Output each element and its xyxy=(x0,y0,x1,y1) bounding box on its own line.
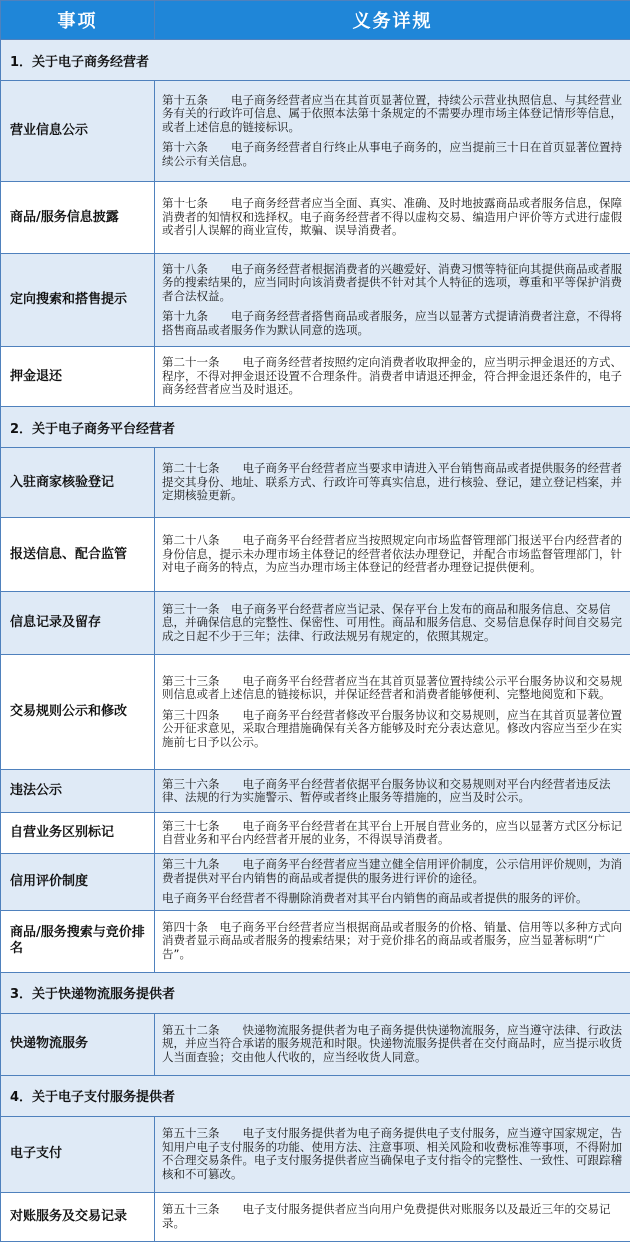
header-col-detail: 义务详规 xyxy=(155,1,630,40)
item-name: 违法公示 xyxy=(1,770,155,813)
detail-paragraph: 第五十三条 电子支付服务提供者为电子商务提供电子支付服务，应当遵守国家规定，告知用户电子支付服务的功能、使用方法、注意事项、相关风险和收费标准等事项，不得附加不合理交易条件。电子支付服务提供者应当确保电子支付指令的完整性、一致性、可跟踪稽核和不可篡改。 xyxy=(162,1126,622,1181)
item-detail xyxy=(155,1116,630,1192)
section-row xyxy=(1,407,630,448)
item-name: 电子支付 xyxy=(1,1116,155,1192)
table-row xyxy=(1,81,630,182)
section-title: 2．关于电子商务平台经营者 xyxy=(1,407,630,448)
item-name: 交易规则公示和修改 xyxy=(1,655,155,770)
item-detail xyxy=(155,518,630,592)
item-detail xyxy=(155,254,630,347)
detail-paragraph: 第二十一条 电子商务经营者按照约定向消费者收取押金的，应当明示押金退还的方式、程序，不得对押金退还设置不合理条件。消费者申请退还押金，符合押金退还条件的，电子商务经营者应当及时退还。 xyxy=(162,355,622,397)
item-detail xyxy=(155,770,630,813)
table-row xyxy=(1,854,630,911)
section-title: 4．关于电子支付服务提供者 xyxy=(1,1075,630,1116)
detail-paragraph: 第五十三条 电子支付服务提供者应当向用户免费提供对账服务以及最近三年的交易记录。 xyxy=(162,1202,611,1230)
table-row xyxy=(1,518,630,592)
detail-paragraph: 第三十九条 电子商务平台经营者应当建立健全信用评价制度，公示信用评价规则，为消费者提供对平台内销售的商品或者提供的服务进行评价的途径。 xyxy=(162,857,622,885)
detail-paragraph: 第三十七条 电子商务平台经营者在其平台上开展自营业务的，应当以显著方式区分标记自营业务和平台内经营者开展的业务，不得误导消费者。 xyxy=(162,818,622,846)
table-row xyxy=(1,910,630,972)
item-detail xyxy=(155,182,630,254)
item-name: 信息记录及留存 xyxy=(1,592,155,655)
detail-paragraph: 第四十条 电子商务平台经营者应当根据商品或者服务的价格、销量、信用等以多种方式向消费者显示商品或者服务的搜索结果；对于竞价排名的商品或者服务，应当显著标明“广告”。 xyxy=(162,919,622,961)
item-detail xyxy=(155,1013,630,1075)
detail-paragraph: 第三十六条 电子商务平台经营者依据平台服务协议和交易规则对平台内经营者违反法律、法规的行为实施警示、暂停或者终止服务等措施的，应当及时公示。 xyxy=(162,776,611,804)
item-name: 商品/服务搜索与竞价排名 xyxy=(1,910,155,972)
item-detail xyxy=(155,347,630,407)
detail-paragraph: 第十八条 电子商务经营者根据消费者的兴趣爱好、消费习惯等特征向其提供商品或者服务的搜索结果的，应当同时向该消费者提供不针对其个人特征的选项，尊重和平等保护消费者合法权益。 xyxy=(162,261,622,303)
item-name: 信用评价制度 xyxy=(1,854,155,911)
item-detail xyxy=(155,81,630,182)
detail-paragraph: 第十六条 电子商务经营者自行终止从事电子商务的，应当提前三十日在首页显著位置持续公示有关信息。 xyxy=(162,140,622,168)
table-row xyxy=(1,1013,630,1075)
detail-paragraph: 第三十四条 电子商务平台经营者修改平台服务协议和交易规则，应当在其首页显著位置公开征求意见，采取合理措施确保有关各方能够及时充分表达意见。修改内容应当至少在实施前七日予以公示。 xyxy=(162,707,622,749)
table-row xyxy=(1,813,630,854)
table-row xyxy=(1,347,630,407)
item-name: 入驻商家核验登记 xyxy=(1,448,155,518)
detail-paragraph: 第十五条 电子商务经营者应当在其首页显著位置，持续公示营业执照信息、与其经营业务有关的行政许可信息、属于依照本法第十条规定的不需要办理市场主体登记情形等信息，或者上述信息的链接标识。 xyxy=(162,92,622,134)
item-name: 自营业务区别标记 xyxy=(1,813,155,854)
section-title: 3．关于快递物流服务提供者 xyxy=(1,972,630,1013)
item-detail xyxy=(155,448,630,518)
table-header-row xyxy=(1,1,630,40)
table-row xyxy=(1,655,630,770)
item-detail xyxy=(155,592,630,655)
item-name: 营业信息公示 xyxy=(1,81,155,182)
detail-paragraph: 第十九条 电子商务经营者搭售商品或者服务，应当以显著方式提请消费者注意，不得将搭售商品或者服务作为默认同意的选项。 xyxy=(162,309,622,337)
table-row xyxy=(1,1192,630,1241)
item-name: 商品/服务信息披露 xyxy=(1,182,155,254)
detail-paragraph: 第二十七条 电子商务平台经营者应当要求申请进入平台销售商品或者提供服务的经营者提交其身份、地址、联系方式、行政许可等真实信息，进行核验、登记，建立登记档案，并定期核验更新。 xyxy=(162,461,622,503)
item-name: 对账服务及交易记录 xyxy=(1,1192,155,1241)
section-row xyxy=(1,972,630,1013)
item-detail xyxy=(155,1192,630,1241)
table-row xyxy=(1,1116,630,1192)
section-row xyxy=(1,40,630,81)
detail-paragraph: 第十七条 电子商务经营者应当全面、真实、准确、及时地披露商品或者服务信息，保障消费者的知情权和选择权。电子商务经营者不得以虚构交易、编造用户评价等方式进行虚假或者引人误解的商业宣传，欺骗、误导消费者。 xyxy=(162,196,622,238)
detail-paragraph: 第三十一条 电子商务平台经营者应当记录、保存平台上发布的商品和服务信息、交易信息，并确保信息的完整性、保密性、可用性。商品和服务信息、交易信息保存时间自交易完成之日起不少于三年；法律、行政法规另有规定的，依照其规定。 xyxy=(162,601,622,643)
item-detail xyxy=(155,655,630,770)
item-name: 快递物流服务 xyxy=(1,1013,155,1075)
detail-paragraph: 第三十三条 电子商务平台经营者应当在其首页显著位置持续公示平台服务协议和交易规则信息或者上述信息的链接标识，并保证经营者和消费者能够便利、完整地阅览和下载。 xyxy=(162,673,622,702)
table-row xyxy=(1,182,630,254)
item-name: 押金退还 xyxy=(1,347,155,407)
section-title: 1．关于电子商务经营者 xyxy=(1,40,630,81)
table-row xyxy=(1,448,630,518)
section-row xyxy=(1,1075,630,1116)
detail-paragraph: 电子商务平台经营者不得删除消费者对其平台内销售的商品或者提供的服务的评价。 xyxy=(162,891,588,905)
item-detail xyxy=(155,813,630,854)
item-detail xyxy=(155,854,630,911)
item-name: 报送信息、配合监管 xyxy=(1,518,155,592)
header-col-item: 事项 xyxy=(1,1,155,40)
table-row xyxy=(1,592,630,655)
item-detail xyxy=(155,910,630,972)
detail-paragraph: 第二十八条 电子商务平台经营者应当按照规定向市场监督管理部门报送平台内经营者的身份信息，提示未办理市场主体登记的经营者依法办理登记，并配合市场监督管理部门，针对电子商务的特点，为应当办理市场主体登记的经营者办理登记提供便利。 xyxy=(162,533,622,575)
table-row xyxy=(1,770,630,813)
detail-paragraph: 第五十二条 快递物流服务提供者为电子商务提供快递物流服务，应当遵守法律、行政法规，并应当符合承诺的服务规范和时限。快递物流服务提供者在交付商品时，应当提示收货人当面查验；交由他人代收的，应当经收货人同意。 xyxy=(162,1022,622,1064)
item-name: 定向搜索和搭售提示 xyxy=(1,254,155,347)
table-row xyxy=(1,254,630,347)
